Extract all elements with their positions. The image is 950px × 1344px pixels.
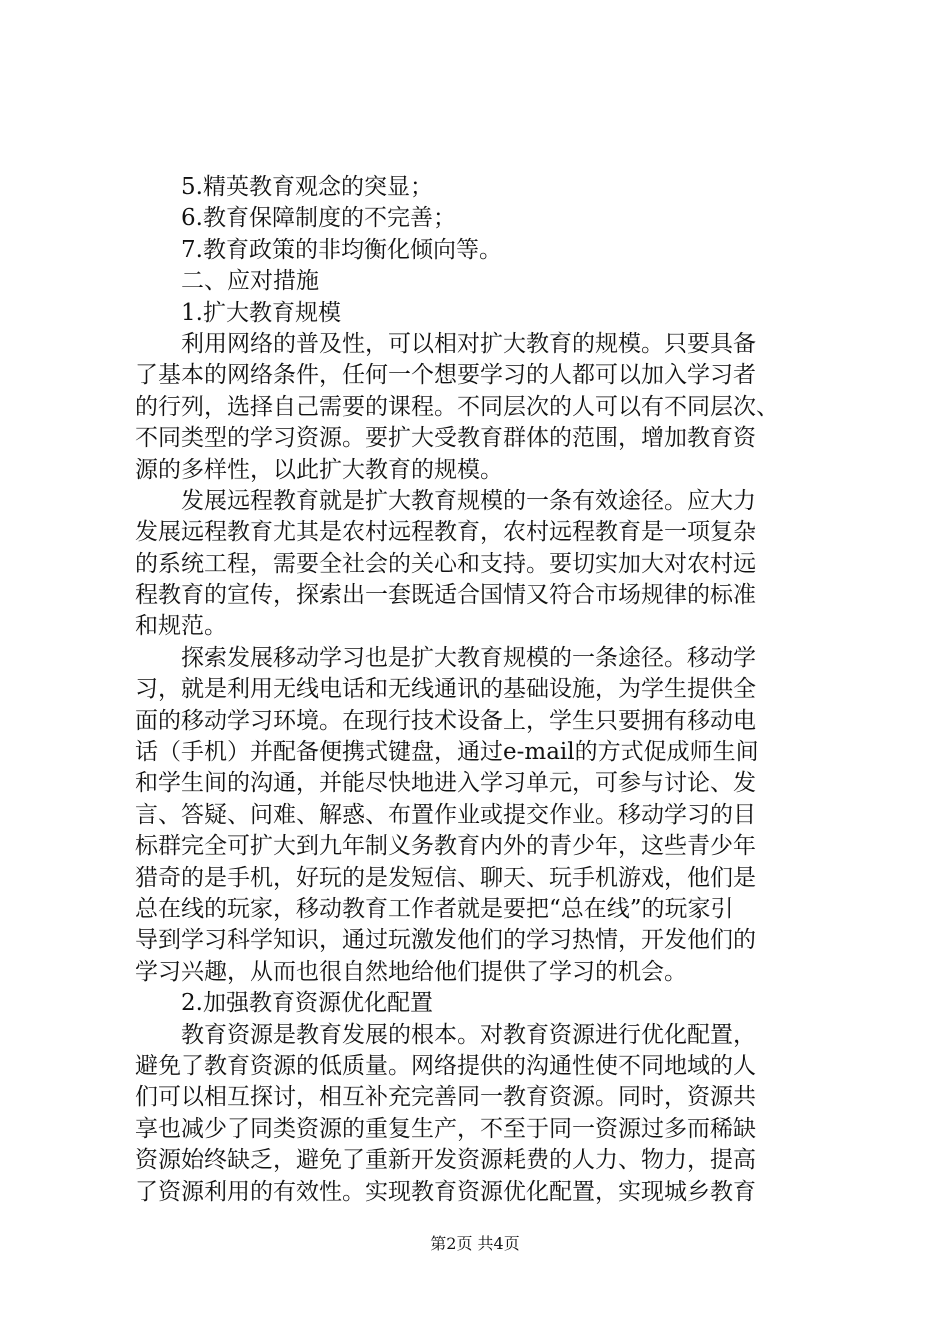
text-line: 的系统工程，需要全社会的关心和支持。要切实加大对农村远: [135, 550, 756, 577]
text-line: 7.教育政策的非均衡化倾向等。: [181, 236, 502, 263]
text-line: 习，就是利用无线电话和无线通讯的基础设施，为学生提供全: [135, 676, 756, 703]
text-line: 了基本的网络条件，任何一个想要学习的人都可以加入学习者: [135, 362, 756, 389]
text-line: 程教育的宣传，探索出一套既适合国情又符合市场规律的标准: [135, 582, 756, 609]
page-number-label: 第2页 共4页: [430, 1234, 520, 1253]
text-line: 们可以相互探讨，相互补充完善同一教育资源。同时，资源共: [135, 1084, 756, 1111]
text-line: 避免了教育资源的低质量。网络提供的沟通性使不同地域的人: [135, 1052, 756, 1079]
text-line: 5.精英教育观念的突显；: [181, 174, 433, 200]
text-line: 学习兴趣，从而也很自然地给他们提供了学习的机会。: [135, 958, 687, 985]
text-line: 和规范。: [135, 613, 227, 640]
text-line: 二、应对措施: [181, 268, 319, 295]
text-line: 不同类型的学习资源。要扩大受教育群体的范围，增加教育资: [135, 425, 756, 452]
text-line: 6.教育保障制度的不完善；: [181, 205, 456, 232]
text-line: 了资源利用的有效性。实现教育资源优化配置，实现城乡教育: [135, 1178, 756, 1205]
text-line: 猎奇的是手机，好玩的是发短信、聊天、玩手机游戏，他们是: [135, 864, 756, 891]
text-line: 标群完全可扩大到九年制义务教育内外的青少年，这些青少年: [135, 833, 756, 860]
text-line: 的行列，选择自己需要的课程。不同层次的人可以有不同层次、: [135, 393, 779, 420]
text-line: 总在线的玩家，移动教育工作者就是要把“总在线”的玩家引: [135, 895, 734, 922]
text-line: 面的移动学习环境。在现行技术设备上，学生只要拥有移动电: [135, 707, 756, 734]
page-footer: [0, 1234, 950, 1254]
text-line: 探索发展移动学习也是扩大教育规模的一条途径。移动学: [181, 644, 756, 671]
text-line: 2.加强教育资源优化配置: [181, 990, 433, 1017]
document-body: [135, 172, 830, 1208]
text-line: 导到学习科学知识，通过玩激发他们的学习热情，开发他们的: [135, 927, 756, 954]
text-line: 发展远程教育尤其是农村远程教育，农村远程教育是一项复杂: [135, 519, 756, 546]
text-line: 源的多样性，以此扩大教育的规模。: [135, 456, 503, 483]
text-line: 话（手机）并配备便携式键盘，通过e-mail的方式促成师生间: [135, 739, 759, 766]
text-line: 享也减少了同类资源的重复生产，不至于同一资源过多而稀缺: [135, 1115, 756, 1142]
text-line: 1.扩大教育规模: [181, 299, 341, 326]
text-line: 发展远程教育就是扩大教育规模的一条有效途径。应大力: [181, 487, 756, 514]
text-line: 言、答疑、问难、解惑、布置作业或提交作业。移动学习的目: [135, 801, 756, 828]
text-line: 教育资源是教育发展的根本。对教育资源进行优化配置，: [181, 1021, 756, 1048]
text-line: 和学生间的沟通，并能尽快地进入学习单元，可参与讨论、发: [135, 770, 756, 797]
text-line: 利用网络的普及性，可以相对扩大教育的规模。只要具备: [181, 330, 756, 357]
text-line: 资源始终缺乏，避免了重新开发资源耗费的人力、物力，提高: [135, 1147, 756, 1174]
